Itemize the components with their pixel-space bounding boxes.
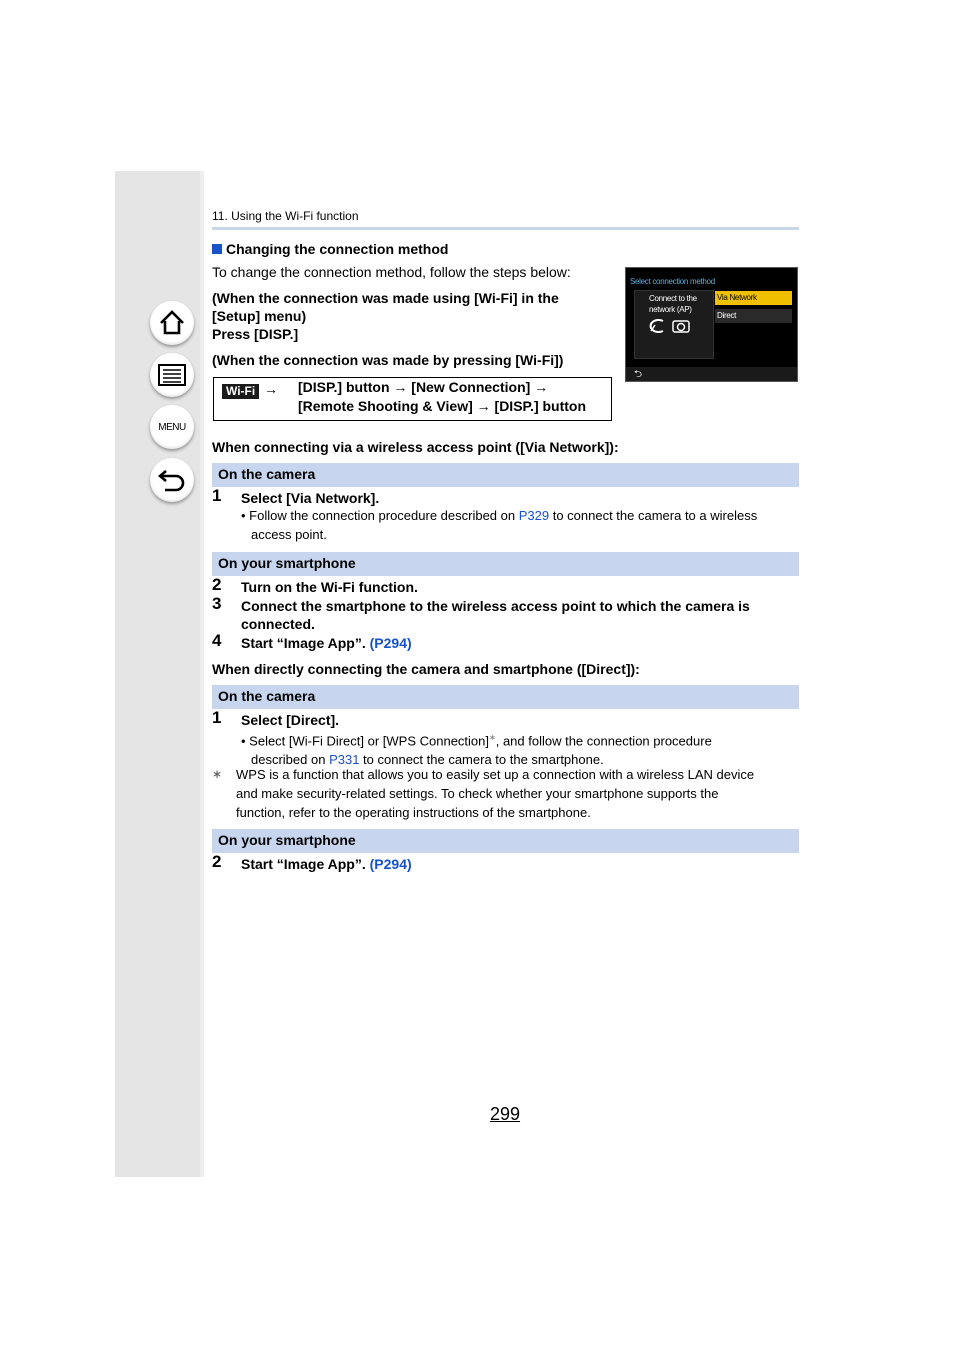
blue-square-icon [212,244,222,254]
step-number: 1 [212,486,222,505]
via-network-heading: When connecting via a wireless access point ([Via Network]): [212,439,619,455]
step-text [241,597,801,633]
step-text-part: Start “Image App”. [241,856,370,872]
bullet-part: to connect the camera to the smartphone. [359,752,604,768]
step-text [241,634,801,652]
camera-back-bar [626,367,797,381]
bullet-part: described on [251,752,330,768]
footnote-body [212,765,792,822]
step-text: Select [Via Network]. [241,490,380,506]
chapter-header: 11. Using the Wi-Fi function [212,209,359,223]
step-number: 1 [212,708,222,727]
operation-line1: [DISP.] button → [New Connection] → [298,379,549,395]
step-number: 2 [212,852,222,871]
step-text-line: connected. [241,616,315,632]
step-text-line: Connect the smartphone to the wireless access point to which the camera is [241,598,750,614]
step-number: 4 [212,631,222,650]
phone-band-1-label: On your smartphone [218,555,356,571]
bullet-text [241,728,801,769]
setup-case-line1: (When the connection was made using [Wi-Fi] in the [212,290,559,306]
back-button[interactable] [150,458,194,502]
camera-option-direct [715,309,792,323]
phone-band-2 [212,829,799,853]
camera-option2-label: Direct [717,311,737,320]
step-number: 2 [212,575,222,594]
footnote-mark: ∗ [489,733,496,742]
page-number[interactable]: 299 [490,1104,521,1124]
operation-box [213,377,612,421]
footnote-line: WPS is a function that allows you to easily set up a connection with a wireless LAN device [236,767,755,782]
contents-button[interactable] [150,353,194,397]
arrow-icon: → [264,381,278,397]
bullet-part: , and follow the connection procedure [495,733,712,749]
header-rule [212,227,799,230]
menu-button[interactable] [150,405,194,449]
list-icon [157,362,187,388]
camera-return-icon: ⮌ [634,369,643,380]
footnote [212,765,792,822]
link-p294[interactable]: (P294) [369,635,412,651]
wifi-case-text: (When the connection was made by pressing [Wi-Fi]) [212,352,564,368]
camera-band-2 [212,685,799,709]
link-p329[interactable]: P329 [518,508,550,523]
step-number: 3 [212,594,222,613]
camera-option1-label: Via Network [717,293,757,302]
setup-case-line2: [Setup] menu) [212,308,307,324]
intro-text: To change the connection method, follow the steps below: [212,264,571,280]
phone-band-2-label: On your smartphone [218,832,356,848]
section-title-text: Changing the connection method [226,241,449,257]
step-text-part: Start “Image App”. [241,635,370,651]
camera-info-line2: network (AP) [649,305,692,314]
bullet-part: to connect the camera to a wireless [549,508,758,523]
bullet-part: • Select [Wi-Fi Direct] or [WPS Connection] [241,733,490,749]
camera-option-via-network [715,291,792,305]
link-p294[interactable]: (P294) [369,856,412,872]
camera-band-1-label: On the camera [218,466,316,482]
setup-case-line3: Press [DISP.] [212,326,299,342]
camera-screen-title: Select connection method [630,277,715,286]
operation-line2: [Remote Shooting & View] → [DISP.] button [298,398,587,414]
smartphone-camera-icon [649,317,693,335]
footnote-line: and make security-related settings. To check whether your smartphone supports the [236,786,719,801]
sidebar-edge [200,171,204,1177]
menu-icon: MENU [158,421,186,433]
camera-band-1 [212,463,799,487]
camera-band-2-label: On the camera [218,688,316,704]
step-text: Select [Direct]. [241,712,340,728]
step-text: Turn on the Wi-Fi function. [241,579,418,595]
link-p331[interactable]: P331 [329,752,360,768]
section-title [212,240,448,258]
direct-heading: When directly connecting the camera and smartphone ([Direct]): [212,661,640,677]
asterisk-icon: ∗ [212,767,223,781]
home-button[interactable] [150,301,194,345]
step-text [241,855,801,873]
camera-screen-info-text [649,293,697,315]
bullet-part: access point. [251,527,327,542]
footnote-line: function, refer to the operating instructions of the smartphone. [236,805,591,820]
wifi-button-badge: Wi-Fi [222,384,259,399]
home-icon [157,308,187,338]
camera-screen-info-panel [634,290,714,359]
bullet-part: • Follow the connection procedure described on [241,508,519,523]
back-arrow-icon [157,466,187,494]
phone-band-1 [212,552,799,576]
camera-screen-image [625,267,798,382]
camera-info-line1: Connect to the [649,294,697,303]
bullet-text [241,506,801,544]
